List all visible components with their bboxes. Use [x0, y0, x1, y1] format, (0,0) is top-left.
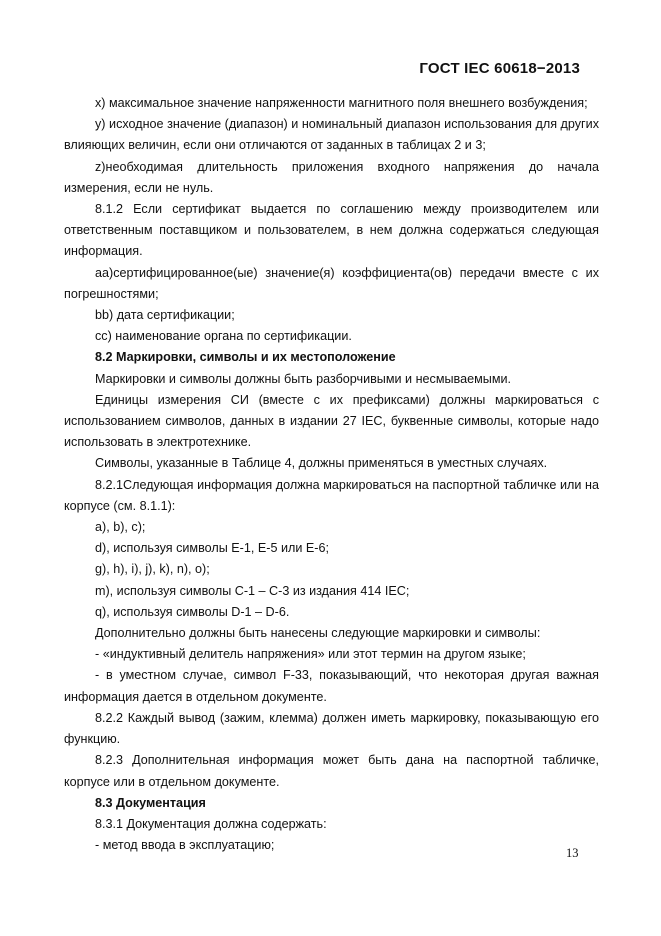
paragraph-legibility: Маркировки и символы должны быть разборчивыми и несмываемыми. [95, 371, 512, 386]
section-heading-8-2: 8.2 Маркировки, символы и их местоположение [95, 350, 396, 365]
page-number: 13 [566, 846, 579, 860]
list-item-divider-term: - «индуктивный делитель напряжения» или этот термин на другом языке; [95, 647, 526, 662]
list-item-symbol-f33: - в уместном случае, символ F-33, показывающий, что некоторая другая важная информация дается в отдельном документе. [64, 668, 599, 704]
paragraph-item-y: y) исходное значение (диапазон) и номинальный диапазон использования для других влияющих величин, если они отличаются от заданных в таблицах 2 и 3; [64, 117, 599, 153]
paragraph-additional-markings: Дополнительно должны быть нанесены следующие маркировки и символы: [95, 626, 541, 641]
list-item-d: d), используя символы E-1, E-5 или E-6; [95, 541, 329, 556]
paragraph-8-1-2: 8.1.2 Если сертификат выдается по соглашению между производителем или ответственным поставщиком и пользователем, в нем должна содержаться следующая информация. [64, 202, 599, 259]
paragraph-8-3-1: 8.3.1 Документация должна содержать: [95, 816, 327, 831]
paragraph-item-bb: bb) дата сертификации; [95, 308, 235, 323]
document-body [64, 93, 599, 856]
paragraph-item-z: z)необходимая длительность приложения входного напряжения до начала измерения, если не нуль. [64, 159, 599, 195]
paragraph-item-aa: aa)сертифицированное(ые) значение(я) коэффициента(ов) передачи вместе с их погрешностями; [64, 265, 599, 301]
list-item-m: m), используя символы C-1 – C-3 из издания 414 IEC; [95, 583, 410, 598]
paragraph-item-x: x) максимальное значение напряженности магнитного поля внешнего возбуждения; [95, 96, 588, 110]
paragraph-symbols-table4: Символы, указанные в Таблице 4, должны применяться в уместных случаях. [95, 456, 548, 471]
section-heading-8-3: 8.3 Документация [95, 795, 206, 810]
paragraph-8-2-1: 8.2.1Следующая информация должна маркироваться на паспортной табличке или на корпусе (см. 8.1.1): [64, 477, 599, 513]
paragraph-8-2-3: 8.2.3 Дополнительная информация может быть дана на паспортной табличке, корпусе или в отдельном документе. [64, 753, 599, 789]
paragraph-item-cc: cc) наименование органа по сертификации. [95, 329, 352, 344]
list-item-ghijkno: g), h), i), j), k), n), o); [95, 562, 210, 577]
paragraph-8-2-2: 8.2.2 Каждый вывод (зажим, клемма) должен иметь маркировку, показывающую его функцию. [64, 710, 599, 747]
paragraph-si-units: Единицы измерения СИ (вместе с их префиксами) должны маркироваться с использованием символов, данных в издании 27 IEC, буквенные символы, которые надо использовать в электротехнике. [64, 392, 599, 450]
list-item-q: q), используя символы D-1 – D-6. [95, 604, 290, 619]
document-header: ГОСТ IEC 60618−2013 [419, 60, 580, 77]
list-item-abc: a), b), c); [95, 520, 146, 535]
list-item-commissioning: - метод ввода в эксплуатацию; [95, 838, 275, 853]
